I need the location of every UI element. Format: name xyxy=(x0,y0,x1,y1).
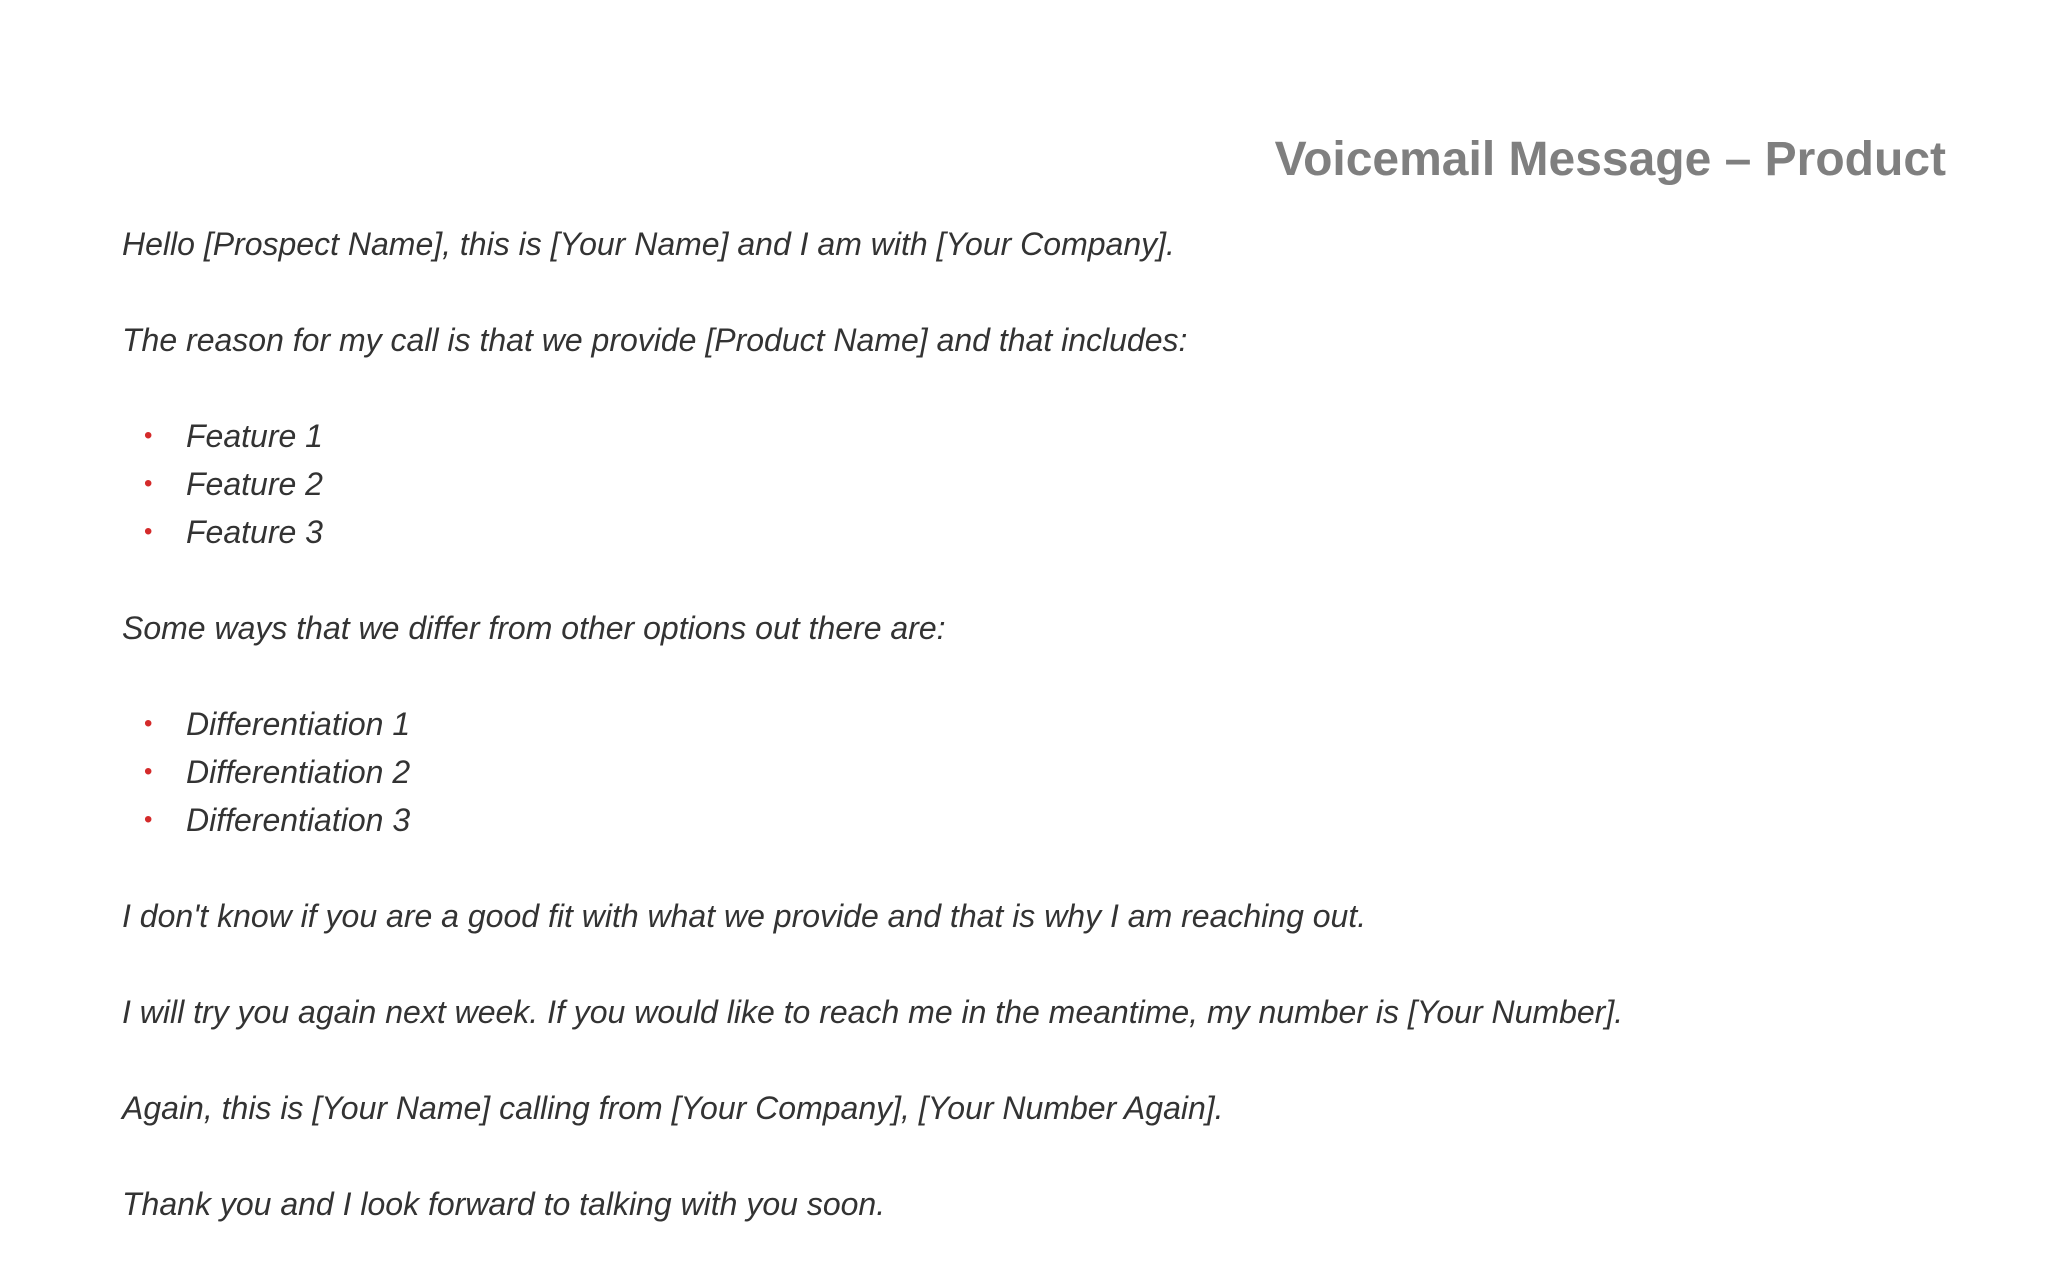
bullet-icon: • xyxy=(144,806,153,833)
intro-paragraph: Hello [Prospect Name], this is [Your Name] and I am with [Your Company]. xyxy=(122,226,1175,262)
list-item xyxy=(122,748,1942,796)
fit-paragraph: I don't know if you are a good fit with what we provide and that is why I am reaching out. xyxy=(122,898,1367,934)
bullet-icon: • xyxy=(144,470,153,497)
list-item xyxy=(122,700,1942,748)
document-title: Voicemail Message – Product xyxy=(1274,133,1946,186)
feature-text: Feature 2 xyxy=(186,466,323,502)
list-item xyxy=(122,412,1942,460)
follow-up-paragraph: I will try you again next week. If you would like to reach me in the meantime, my number is [Your Number]. xyxy=(122,994,1624,1030)
differentiation-text: Differentiation 1 xyxy=(186,706,411,742)
features-list xyxy=(122,412,1942,556)
feature-text: Feature 1 xyxy=(186,418,323,454)
list-item xyxy=(122,460,1942,508)
differentiation-text: Differentiation 2 xyxy=(186,754,411,790)
list-item xyxy=(122,508,1942,556)
reason-paragraph: The reason for my call is that we provide [Product Name] and that includes: xyxy=(122,322,1188,358)
bullet-icon: • xyxy=(144,422,153,449)
differentiations-list xyxy=(122,700,1942,844)
bullet-icon: • xyxy=(144,518,153,545)
list-item xyxy=(122,796,1942,844)
voicemail-script-body xyxy=(122,220,1942,1276)
bullet-icon: • xyxy=(144,710,153,737)
differ-intro-paragraph: Some ways that we differ from other options out there are: xyxy=(122,610,946,646)
bullet-icon: • xyxy=(144,758,153,785)
differentiation-text: Differentiation 3 xyxy=(186,802,411,838)
closing-paragraph: Thank you and I look forward to talking with you soon. xyxy=(122,1186,886,1222)
feature-text: Feature 3 xyxy=(186,514,323,550)
again-paragraph: Again, this is [Your Name] calling from [Your Company], [Your Number Again]. xyxy=(122,1090,1224,1126)
